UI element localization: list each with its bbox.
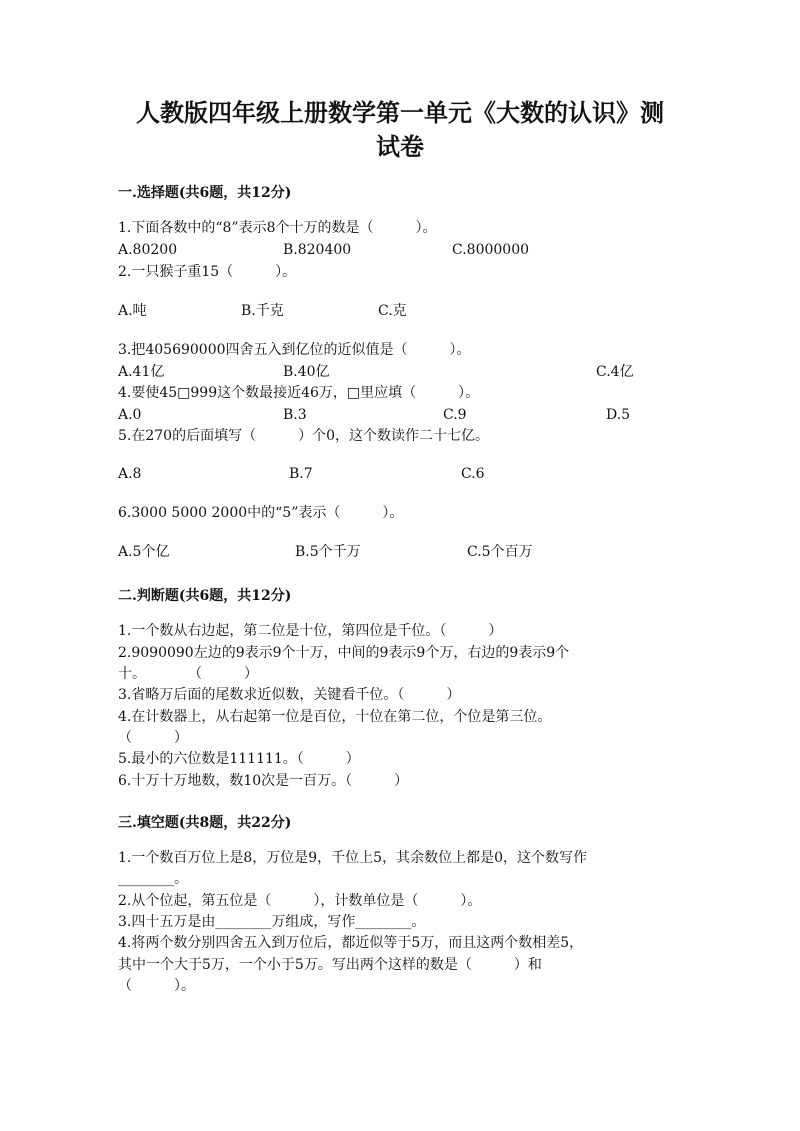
choice-5-option-c: C.6 — [461, 466, 485, 482]
fill-question-1-line-2: ________。 — [118, 871, 188, 887]
choice-3-option-a: A.41亿 — [118, 364, 165, 380]
fill-question-1-line-1: 1.一个数百万位上是8，万位是9，千位上5，其余数位上都是0，这个数写作 — [118, 850, 587, 866]
page-title-line-2: 试卷 — [376, 132, 424, 161]
choice-6-option-a: A.5个亿 — [118, 544, 170, 560]
choice-question-1: 1.下面各数中的“8”表示8个十万的数是（ ）。 — [118, 220, 437, 236]
choice-1-option-a: A.80200 — [118, 242, 178, 258]
judge-question-1: 1.一个数从右边起，第二位是十位，第四位是千位。（ ） — [118, 623, 503, 639]
judge-question-2-line-1: 2.9090090左边的9表示9个十万，中间的9表示9个万，右边的9表示9个 — [118, 645, 570, 661]
judge-question-6: 6.十万十万地数，数10次是一百万。（ ） — [118, 773, 409, 789]
section-heading-fill: 三.填空题(共8题，共22分) — [118, 815, 292, 831]
judge-question-4-line-1: 4.在计数器上，从右起第一位是百位，十位在第二位，个位是第三位。 — [118, 709, 552, 725]
choice-question-3: 3.把405690000四舍五入到亿位的近似值是（ ）。 — [118, 342, 471, 358]
choice-6-option-c: C.5个百万 — [467, 544, 533, 560]
choice-3-option-b: B.40亿 — [283, 364, 330, 380]
page-title-line-1: 人教版四年级上册数学第一单元《大数的认识》测 — [136, 98, 664, 127]
fill-question-4-line-1: 4.将两个数分别四舍五入到万位后，都近似等于5万，而且这两个数相差5， — [118, 935, 584, 951]
section-heading-judge: 二.判断题(共6题，共12分) — [118, 588, 292, 604]
choice-5-option-b: B.7 — [289, 466, 313, 482]
judge-question-3: 3.省略万后面的尾数求近似数，关键看千位。（ ） — [118, 687, 461, 703]
choice-question-2: 2.一只猴子重15（ ）。 — [118, 264, 297, 280]
choice-4-option-c: C.9 — [443, 407, 467, 423]
choice-2-option-b: B.千克 — [241, 303, 284, 319]
choice-3-option-c: C.4亿 — [596, 364, 634, 380]
judge-question-4-line-2: （ ） — [118, 730, 188, 746]
fill-question-4-line-3: （ ）。 — [118, 978, 195, 994]
choice-6-option-b: B.5个千万 — [295, 544, 361, 560]
fill-question-4-line-2: 其中一个大于5万，一个小于5万。写出两个这样的数是（ ）和 — [118, 957, 542, 973]
choice-5-option-a: A.8 — [118, 466, 142, 482]
judge-question-5: 5.最小的六位数是111111。（ ） — [118, 751, 360, 767]
choice-question-5: 5.在270的后面填写（ ）个0，这个数读作二十七亿。 — [118, 428, 489, 444]
choice-2-option-a: A.吨 — [118, 303, 147, 319]
choice-1-option-b: B.820400 — [283, 242, 352, 258]
choice-4-option-a: A.0 — [118, 407, 142, 423]
choice-4-option-b: B.3 — [283, 407, 307, 423]
choice-2-option-c: C.克 — [378, 303, 407, 319]
choice-question-4: 4.要使45□999这个数最接近46万，□里应填（ ）。 — [118, 385, 480, 401]
choice-1-option-c: C.8000000 — [452, 242, 530, 258]
fill-question-3: 3.四十五万是由________万组成，写作________。 — [118, 914, 426, 930]
choice-question-6: 6.3000 5000 2000中的“5”表示（ ）。 — [118, 505, 404, 521]
judge-question-2-line-2: 十。 （ ） — [118, 666, 258, 682]
choice-4-option-d: D.5 — [606, 407, 631, 423]
section-heading-choice: 一.选择题(共6题，共12分) — [118, 185, 292, 201]
fill-question-2: 2.从个位起，第五位是（ ），计数单位是（ ）。 — [118, 893, 482, 909]
